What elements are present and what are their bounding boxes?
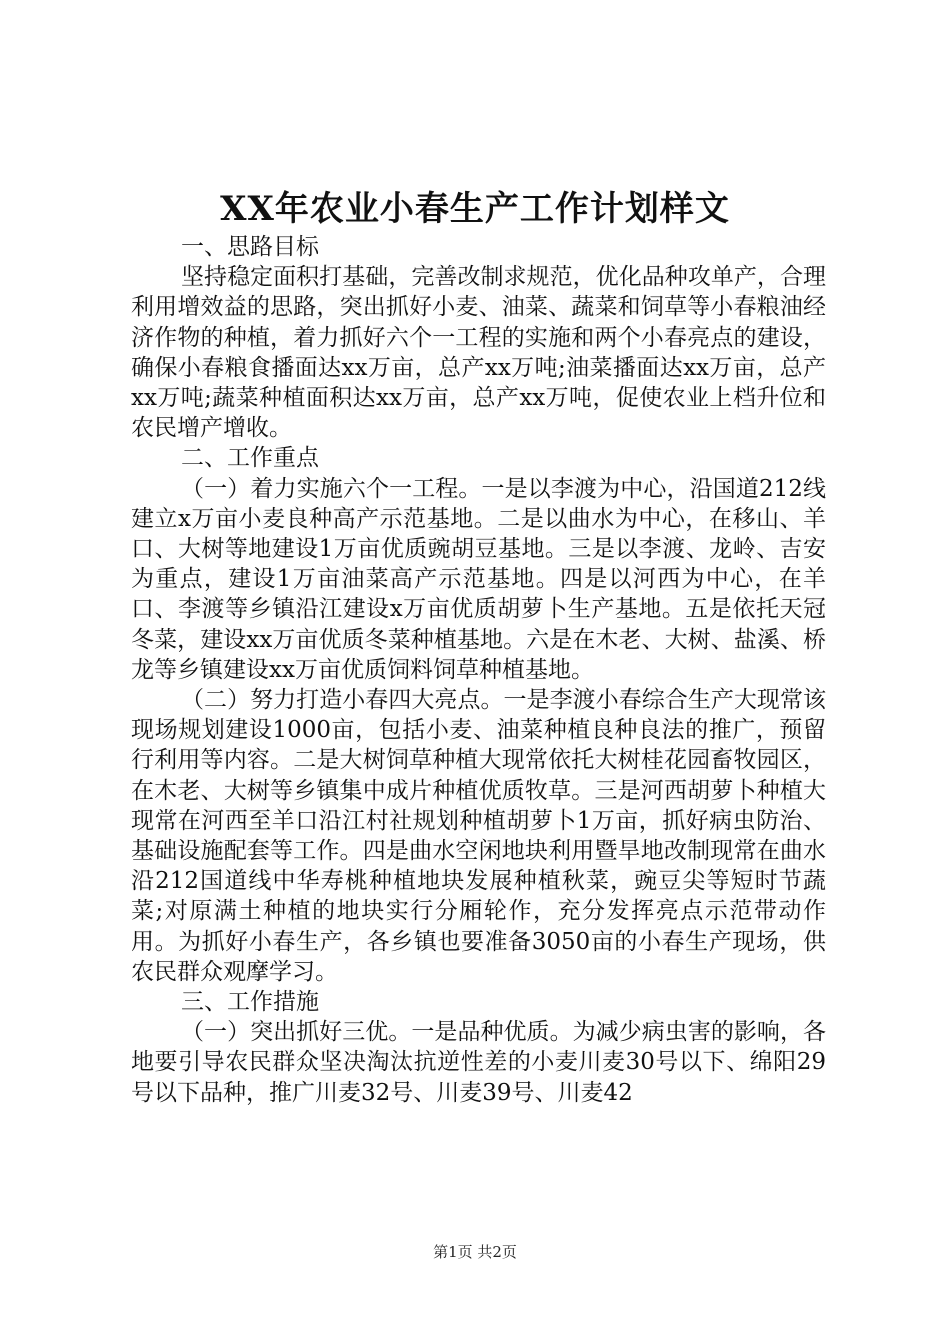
paragraph: 坚持稳定面积打基础，完善改制求规范，优化品种攻单产，合理利用增效益的思路，突出抓好小麦、油菜、蔬菜和饲草等小春粮油经济作物的种植，着力抓好六个一工程的实施和两个小春亮点的建设，确保小春粮食播面达xx万亩，总产xx万吨;油菜播面达xx万亩，总产xx万吨;蔬菜种植面积达xx万亩，总产xx万吨，促使农业上档升位和农民增产增收。 (131, 264, 826, 442)
section-heading-2: 二、工作重点 (181, 445, 319, 472)
paragraph: （一）着力实施六个一工程。一是以李渡为中心，沿国道212线建立x万亩小麦良种高产示范基地。二是以曲水为中心，在移山、羊口、大树等地建设1万亩优质豌胡豆基地。三是以李渡、龙岭、吉安为重点，建设1万亩油菜高产示范基地。四是以河西为中心，在羊口、李渡等乡镇沿江建设x万亩优质胡萝卜生产基地。五是依托天冠冬菜，建设xx万亩优质冬菜种植基地。六是在木老、大树、盐溪、桥龙等乡镇建设xx万亩优质饲料饲草种植基地。 (131, 475, 826, 683)
paragraph: （二）努力打造小春四大亮点。一是李渡小春综合生产大现常该现场规划建设1000亩，包括小麦、油菜种植良种良法的推广，预留行利用等内容。二是大树饲草种植大现常依托大树桂花园畜牧园区，在木老、大树等乡镇集中成片种植优质牧草。三是河西胡萝卜种植大现常在河西至羊口沿江村社规划种植胡萝卜1万亩，抓好病虫防治、基础设施配套等工作。四是曲水空闲地块利用暨旱地改制现常在曲水沿212国道线中华寿桃种植地块发展种植秋菜，豌豆尖等短时节蔬菜;对原满土种植的地块实行分厢轮作，充分发挥亮点示范带动作用。为抓好小春生产，各乡镇也要准备3050亩的小春生产现场，供农民群众观摩学习。 (131, 687, 826, 985)
section-heading-3: 三、工作措施 (181, 989, 319, 1016)
paragraph: （一）突出抓好三优。一是品种优质。为减少病虫害的影响，各地要引导农民群众坚决淘汰抗逆性差的小麦川麦30号以下、绵阳29号以下品种，推广川麦32号、川麦39号、川麦42 (131, 1019, 826, 1106)
document-body (131, 232, 826, 1108)
document-title: XX年农业小春生产工作计划样文 (220, 189, 730, 229)
section-heading-1: 一、思路目标 (181, 234, 319, 260)
page-number-footer: 第1页 共2页 (433, 1243, 517, 1261)
